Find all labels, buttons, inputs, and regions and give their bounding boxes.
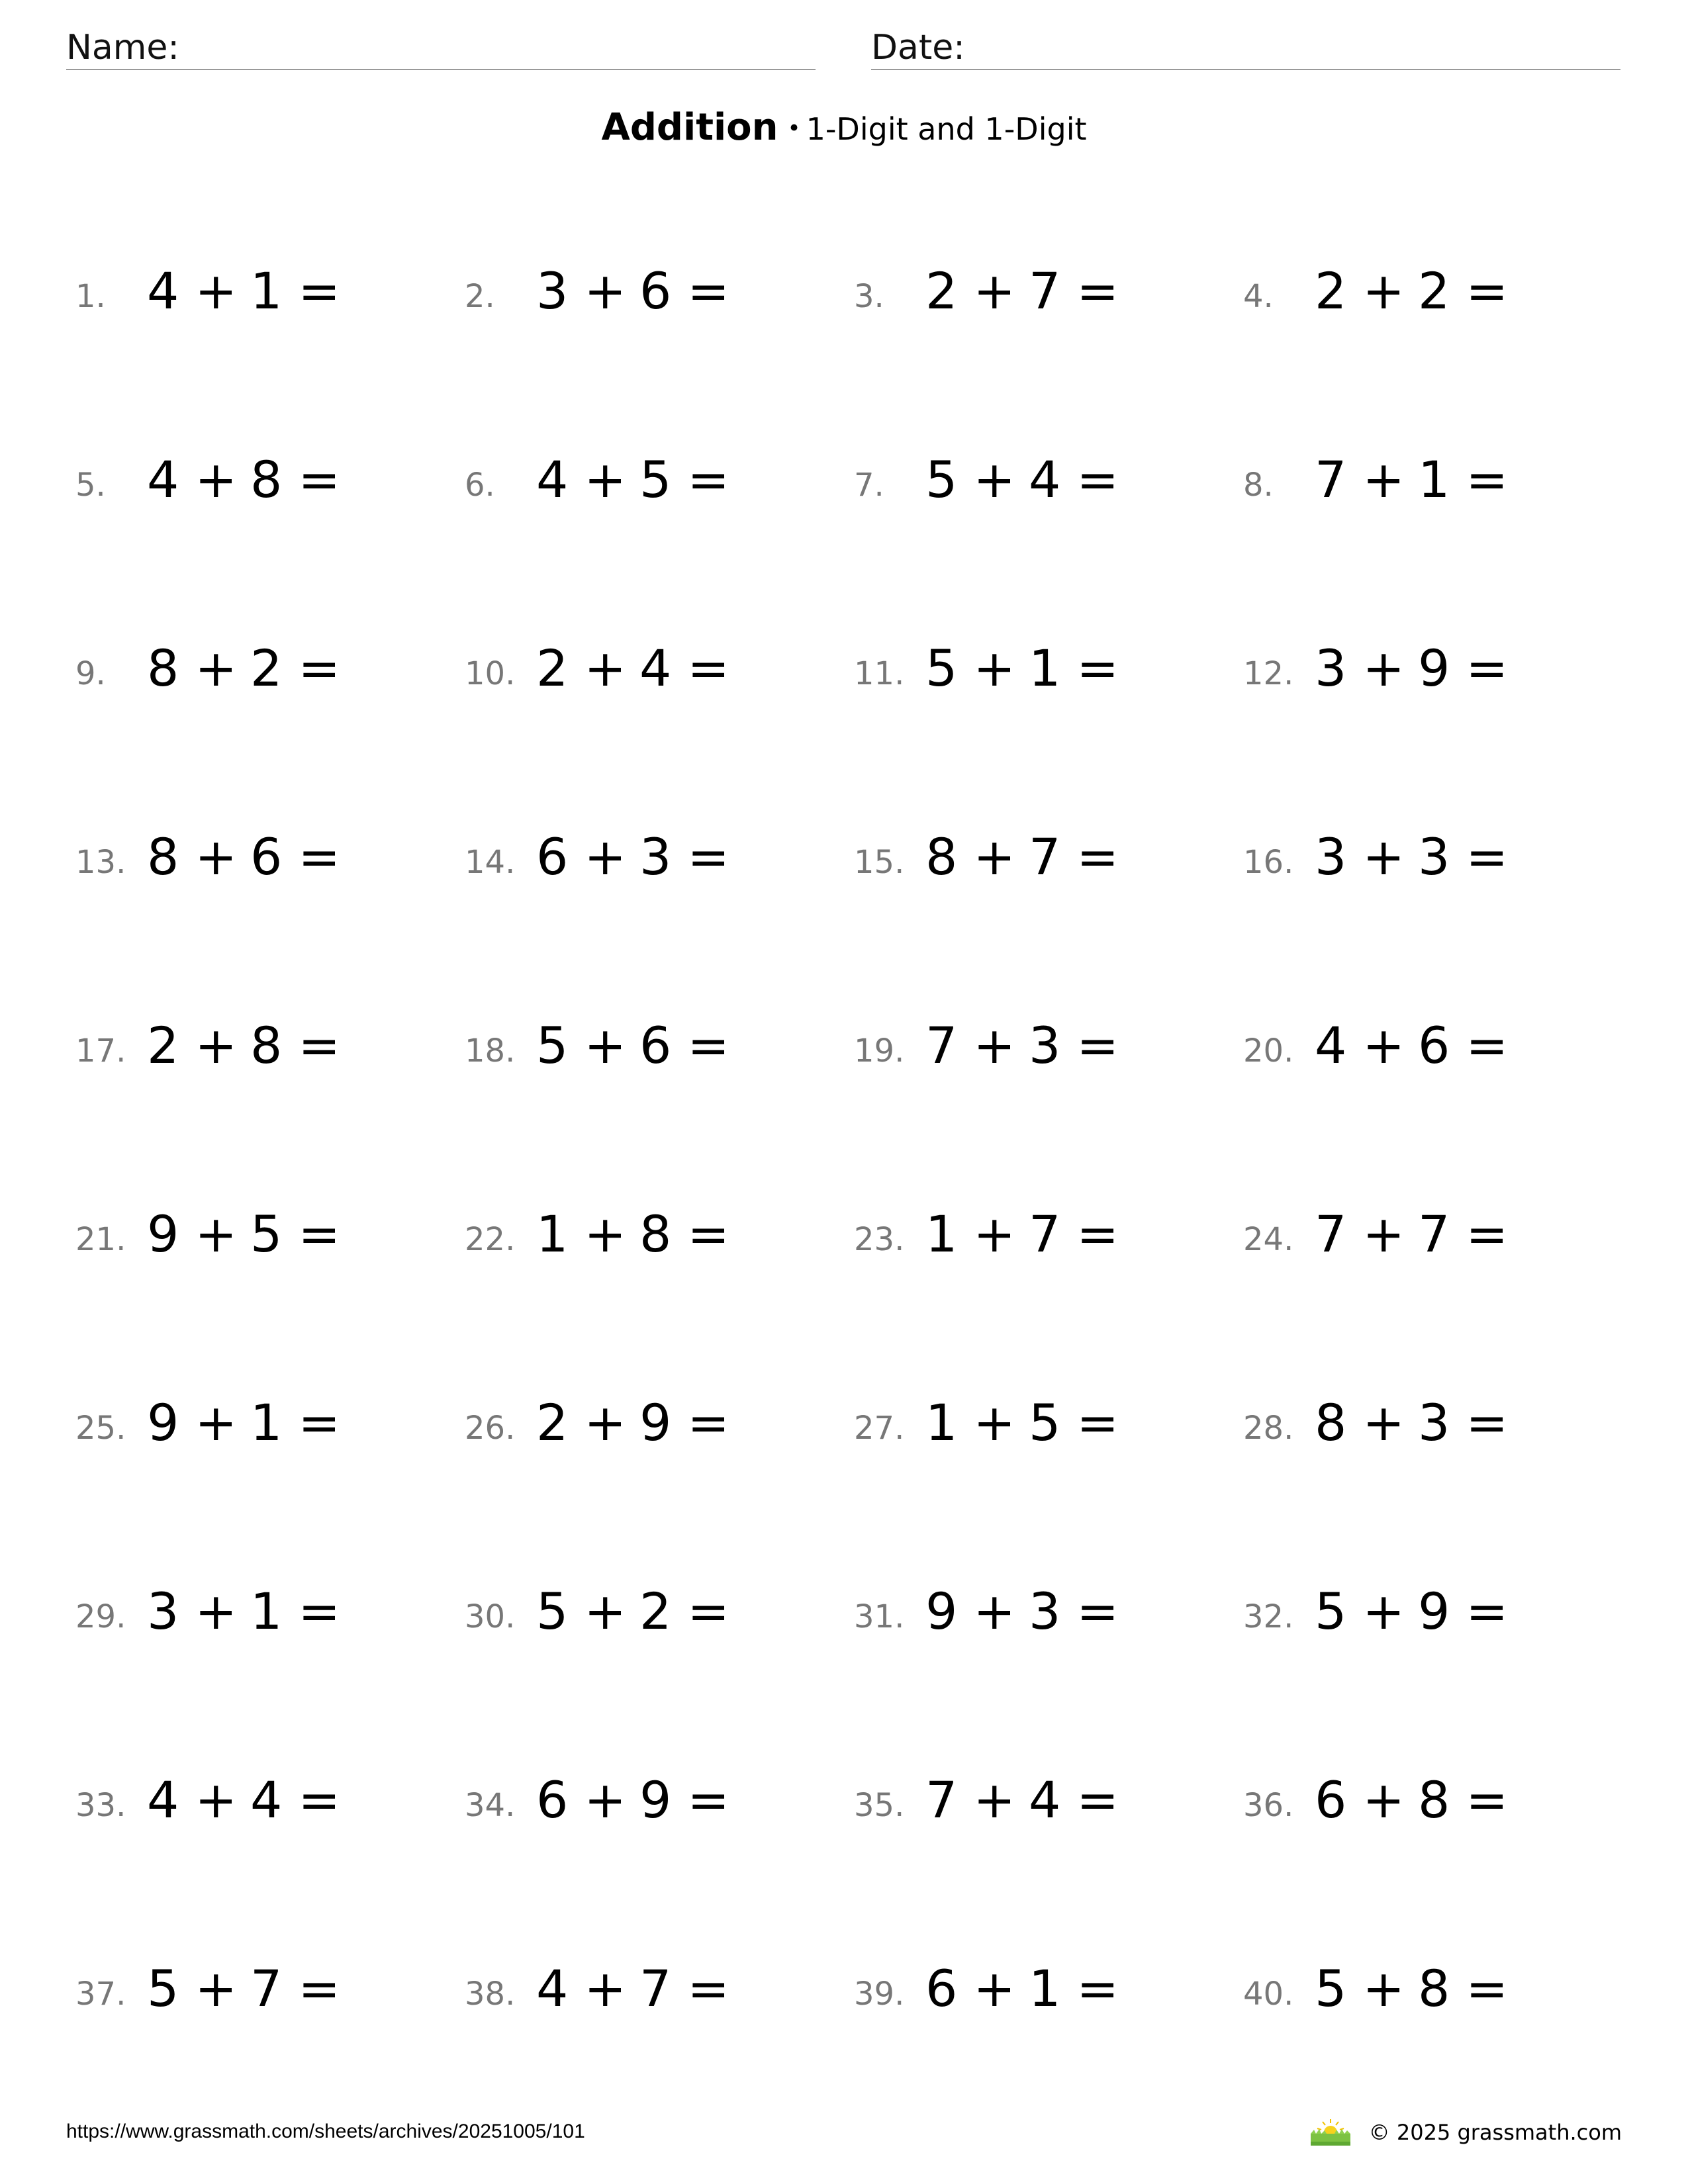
problem-number: 38.: [465, 1976, 516, 2013]
operand-a: 3: [1315, 827, 1347, 886]
operand-b: 6: [1418, 1016, 1450, 1075]
equals-sign: =: [1466, 1959, 1509, 2018]
name-label: Name:: [66, 28, 179, 68]
operand-a: 3: [1315, 639, 1347, 698]
equals-sign: =: [687, 1582, 730, 1641]
problem-number: 8.: [1243, 467, 1274, 504]
operand-a: 5: [147, 1959, 179, 2018]
operand-a: 2: [536, 639, 569, 698]
equals-sign: =: [687, 1959, 730, 2018]
problem-number: 39.: [854, 1976, 905, 2013]
operand-a: 6: [536, 1770, 569, 1829]
operand-b: 7: [639, 1959, 672, 2018]
problem-expression: [1315, 1770, 1509, 1829]
operand-a: 4: [147, 450, 179, 509]
problem-expression: [925, 450, 1119, 509]
problem-number: 3.: [854, 278, 884, 315]
equals-sign: =: [1076, 450, 1119, 509]
equals-sign: =: [298, 450, 341, 509]
equals-sign: =: [1076, 639, 1119, 698]
operand-b: 3: [1418, 1393, 1450, 1452]
plus-sign: +: [1362, 261, 1405, 320]
equals-sign: =: [298, 1205, 341, 1263]
operand-a: 2: [536, 1393, 569, 1452]
operand-a: 9: [147, 1205, 179, 1263]
plus-sign: +: [973, 1582, 1016, 1641]
problem-expression: [925, 639, 1119, 698]
operand-b: 8: [1418, 1959, 1450, 2018]
operand-b: 1: [1029, 1959, 1061, 2018]
operand-a: 5: [1315, 1959, 1347, 2018]
problem-expression: [147, 639, 341, 698]
plus-sign: +: [195, 1016, 238, 1075]
equals-sign: =: [298, 1959, 341, 2018]
problem-number: 14.: [465, 844, 516, 881]
operand-b: 6: [639, 1016, 672, 1075]
plus-sign: +: [195, 1205, 238, 1263]
problem-expression: [1315, 639, 1509, 698]
operand-b: 9: [639, 1393, 672, 1452]
problem-expression: [1315, 1393, 1509, 1452]
problem-expression: [147, 1393, 341, 1452]
operand-a: 2: [1315, 261, 1347, 320]
problem-number: 27.: [854, 1410, 905, 1447]
operand-b: 1: [1029, 639, 1061, 698]
problem-expression: [925, 1393, 1119, 1452]
operand-a: 3: [536, 261, 569, 320]
operand-a: 7: [925, 1770, 958, 1829]
problem-number: 25.: [75, 1410, 126, 1447]
plus-sign: +: [584, 261, 627, 320]
operand-a: 8: [925, 827, 958, 886]
operand-b: 4: [250, 1770, 283, 1829]
name-field[interactable]: [66, 26, 816, 70]
operand-b: 3: [1418, 827, 1450, 886]
problem-number: 40.: [1243, 1976, 1294, 2013]
plus-sign: +: [195, 827, 238, 886]
plus-sign: +: [584, 1393, 627, 1452]
problem-number: 2.: [465, 278, 495, 315]
operand-b: 1: [1418, 450, 1450, 509]
problem-number: 20.: [1243, 1032, 1294, 1069]
plus-sign: +: [1362, 1959, 1405, 2018]
problem-expression: [147, 261, 341, 320]
operand-b: 1: [250, 1582, 283, 1641]
plus-sign: +: [1362, 1393, 1405, 1452]
operand-b: 6: [639, 261, 672, 320]
problem-expression: [925, 1016, 1119, 1075]
plus-sign: +: [584, 1016, 627, 1075]
problem-number: 9.: [75, 655, 106, 692]
problem-expression: [1315, 1205, 1509, 1263]
plus-sign: +: [973, 450, 1016, 509]
equals-sign: =: [1466, 1393, 1509, 1452]
problem-number: 13.: [75, 844, 126, 881]
operand-a: 3: [147, 1582, 179, 1641]
problem-expression: [536, 1770, 730, 1829]
operand-b: 5: [639, 450, 672, 509]
plus-sign: +: [973, 1959, 1016, 2018]
operand-a: 5: [536, 1016, 569, 1075]
problem-number: 19.: [854, 1032, 905, 1069]
plus-sign: +: [195, 1959, 238, 2018]
operand-b: 1: [250, 261, 283, 320]
equals-sign: =: [1466, 450, 1509, 509]
operand-a: 4: [147, 261, 179, 320]
plus-sign: +: [195, 450, 238, 509]
operand-a: 6: [536, 827, 569, 886]
operand-a: 5: [925, 450, 958, 509]
plus-sign: +: [195, 1393, 238, 1452]
plus-sign: +: [1362, 827, 1405, 886]
problem-expression: [536, 1016, 730, 1075]
equals-sign: =: [687, 1016, 730, 1075]
plus-sign: +: [1362, 1582, 1405, 1641]
equals-sign: =: [1466, 1582, 1509, 1641]
operand-b: 7: [1029, 827, 1061, 886]
problem-expression: [147, 1016, 341, 1075]
problem-number: 17.: [75, 1032, 126, 1069]
problem-number: 12.: [1243, 655, 1294, 692]
footer-brand: [1308, 2116, 1622, 2148]
plus-sign: +: [584, 827, 627, 886]
problem-number: 22.: [465, 1221, 516, 1258]
problem-expression: [1315, 261, 1509, 320]
equals-sign: =: [1466, 1016, 1509, 1075]
problem-number: 28.: [1243, 1410, 1294, 1447]
operand-a: 7: [1315, 1205, 1347, 1263]
operand-a: 8: [1315, 1393, 1347, 1452]
operand-b: 5: [250, 1205, 283, 1263]
operand-a: 2: [925, 261, 958, 320]
problem-number: 15.: [854, 844, 905, 881]
operand-a: 5: [536, 1582, 569, 1641]
problem-number: 35.: [854, 1787, 905, 1824]
problem-expression: [925, 1959, 1119, 2018]
operand-a: 4: [147, 1770, 179, 1829]
problem-number: 34.: [465, 1787, 516, 1824]
operand-b: 9: [1418, 1582, 1450, 1641]
equals-sign: =: [687, 1393, 730, 1452]
equals-sign: =: [298, 1770, 341, 1829]
operand-a: 4: [1315, 1016, 1347, 1075]
problem-number: 6.: [465, 467, 495, 504]
problem-expression: [536, 1582, 730, 1641]
equals-sign: =: [298, 1016, 341, 1075]
operand-a: 9: [147, 1393, 179, 1452]
problem-expression: [536, 1393, 730, 1452]
problem-number: 32.: [1243, 1598, 1294, 1635]
operand-a: 9: [925, 1582, 958, 1641]
title-subtitle: 1-Digit and 1-Digit: [806, 111, 1087, 147]
operand-a: 4: [536, 1959, 569, 2018]
equals-sign: =: [687, 450, 730, 509]
operand-b: 6: [250, 827, 283, 886]
problem-expression: [1315, 450, 1509, 509]
problem-number: 31.: [854, 1598, 905, 1635]
problem-number: 10.: [465, 655, 516, 692]
problem-expression: [147, 1770, 341, 1829]
operand-b: 7: [1029, 261, 1061, 320]
operand-b: 2: [1418, 261, 1450, 320]
problem-expression: [536, 639, 730, 698]
operand-a: 2: [147, 1016, 179, 1075]
problem-number: 29.: [75, 1598, 126, 1635]
problem-expression: [147, 1205, 341, 1263]
problem-number: 1.: [75, 278, 106, 315]
equals-sign: =: [1466, 827, 1509, 886]
operand-a: 4: [536, 450, 569, 509]
operand-a: 6: [925, 1959, 958, 2018]
operand-b: 9: [639, 1770, 672, 1829]
problem-number: 36.: [1243, 1787, 1294, 1824]
operand-b: 3: [1029, 1582, 1061, 1641]
problem-expression: [1315, 1582, 1509, 1641]
operand-b: 8: [639, 1205, 672, 1263]
operand-a: 8: [147, 639, 179, 698]
plus-sign: +: [584, 1770, 627, 1829]
operand-a: 1: [925, 1205, 958, 1263]
problem-number: 33.: [75, 1787, 126, 1824]
operand-a: 6: [1315, 1770, 1347, 1829]
problem-number: 4.: [1243, 278, 1274, 315]
equals-sign: =: [298, 639, 341, 698]
equals-sign: =: [1076, 827, 1119, 886]
problem-expression: [147, 1582, 341, 1641]
equals-sign: =: [1466, 1770, 1509, 1829]
problem-expression: [147, 450, 341, 509]
equals-sign: =: [298, 1582, 341, 1641]
problem-number: 23.: [854, 1221, 905, 1258]
problem-expression: [536, 261, 730, 320]
problem-expression: [147, 827, 341, 886]
plus-sign: +: [584, 1582, 627, 1641]
problem-expression: [1315, 1959, 1509, 2018]
problem-expression: [536, 827, 730, 886]
operand-b: 4: [1029, 1770, 1061, 1829]
equals-sign: =: [1076, 1582, 1119, 1641]
operand-b: 4: [1029, 450, 1061, 509]
operand-a: 5: [1315, 1582, 1347, 1641]
plus-sign: +: [195, 639, 238, 698]
plus-sign: +: [584, 450, 627, 509]
problem-number: 7.: [854, 467, 884, 504]
problem-expression: [925, 1582, 1119, 1641]
problem-expression: [1315, 1016, 1509, 1075]
operand-b: 5: [1029, 1393, 1061, 1452]
problem-number: 11.: [854, 655, 905, 692]
plus-sign: +: [973, 261, 1016, 320]
plus-sign: +: [195, 1770, 238, 1829]
operand-b: 8: [250, 1016, 283, 1075]
plus-sign: +: [195, 1582, 238, 1641]
equals-sign: =: [1076, 1959, 1119, 2018]
problem-expression: [1315, 827, 1509, 886]
equals-sign: =: [1076, 1393, 1119, 1452]
plus-sign: +: [1362, 639, 1405, 698]
equals-sign: =: [298, 261, 341, 320]
plus-sign: +: [973, 1205, 1016, 1263]
operand-b: 3: [1029, 1016, 1061, 1075]
equals-sign: =: [687, 1205, 730, 1263]
operand-b: 8: [250, 450, 283, 509]
problem-number: 16.: [1243, 844, 1294, 881]
operand-b: 7: [1029, 1205, 1061, 1263]
equals-sign: =: [1466, 261, 1509, 320]
plus-sign: +: [973, 827, 1016, 886]
plus-sign: +: [973, 639, 1016, 698]
problem-expression: [925, 827, 1119, 886]
operand-b: 8: [1418, 1770, 1450, 1829]
problem-number: 26.: [465, 1410, 516, 1447]
footer-url: https://www.grassmath.com/sheets/archives/20251005/101: [66, 2120, 585, 2142]
equals-sign: =: [1076, 1770, 1119, 1829]
problem-expression: [536, 1959, 730, 2018]
equals-sign: =: [1076, 261, 1119, 320]
problem-number: 37.: [75, 1976, 126, 2013]
operand-b: 3: [639, 827, 672, 886]
plus-sign: +: [1362, 1016, 1405, 1075]
equals-sign: =: [298, 827, 341, 886]
plus-sign: +: [195, 261, 238, 320]
equals-sign: =: [1466, 639, 1509, 698]
operand-a: 7: [925, 1016, 958, 1075]
plus-sign: +: [973, 1393, 1016, 1452]
operand-b: 4: [639, 639, 672, 698]
problem-expression: [536, 1205, 730, 1263]
problem-number: 24.: [1243, 1221, 1294, 1258]
operand-a: 5: [925, 639, 958, 698]
equals-sign: =: [687, 261, 730, 320]
equals-sign: =: [687, 639, 730, 698]
problem-expression: [925, 1770, 1119, 1829]
problem-number: 5.: [75, 467, 106, 504]
plus-sign: +: [1362, 1205, 1405, 1263]
date-field[interactable]: [871, 26, 1620, 70]
plus-sign: +: [584, 1959, 627, 2018]
plus-sign: +: [584, 1205, 627, 1263]
title-separator: •: [787, 115, 801, 142]
equals-sign: =: [687, 827, 730, 886]
equals-sign: =: [1076, 1016, 1119, 1075]
equals-sign: =: [298, 1393, 341, 1452]
title-main: Addition: [601, 106, 778, 149]
problem-expression: [536, 450, 730, 509]
worksheet-title: [0, 106, 1688, 149]
operand-b: 2: [639, 1582, 672, 1641]
operand-a: 1: [536, 1205, 569, 1263]
operand-b: 7: [1418, 1205, 1450, 1263]
problem-expression: [147, 1959, 341, 2018]
plus-sign: +: [1362, 450, 1405, 509]
date-label: Date:: [871, 28, 965, 68]
grass-sun-logo-icon: [1308, 2118, 1353, 2147]
plus-sign: +: [1362, 1770, 1405, 1829]
problem-expression: [925, 261, 1119, 320]
plus-sign: +: [973, 1016, 1016, 1075]
equals-sign: =: [1076, 1205, 1119, 1263]
problem-number: 18.: [465, 1032, 516, 1069]
operand-a: 8: [147, 827, 179, 886]
operand-b: 2: [250, 639, 283, 698]
operand-b: 7: [250, 1959, 283, 2018]
operand-b: 1: [250, 1393, 283, 1452]
operand-b: 9: [1418, 639, 1450, 698]
equals-sign: =: [1466, 1205, 1509, 1263]
footer-copyright: © 2025 grassmath.com: [1368, 2120, 1622, 2145]
operand-a: 7: [1315, 450, 1347, 509]
plus-sign: +: [584, 639, 627, 698]
equals-sign: =: [687, 1770, 730, 1829]
plus-sign: +: [973, 1770, 1016, 1829]
problem-number: 30.: [465, 1598, 516, 1635]
operand-a: 1: [925, 1393, 958, 1452]
problem-expression: [925, 1205, 1119, 1263]
problem-number: 21.: [75, 1221, 126, 1258]
